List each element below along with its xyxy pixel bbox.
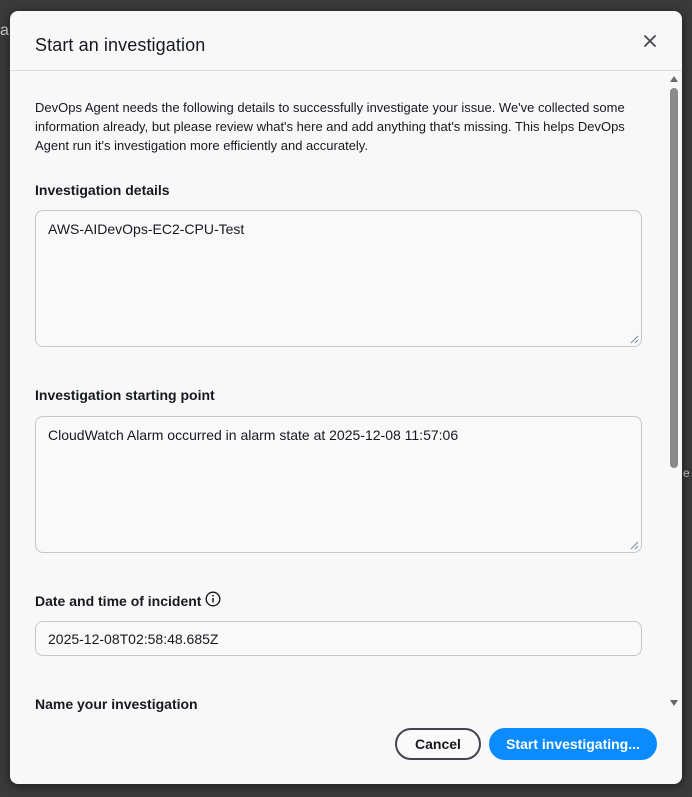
scroll-down-icon[interactable] xyxy=(670,699,678,707)
investigation-details-label: Investigation details xyxy=(35,182,170,198)
modal-title: Start an investigation xyxy=(35,35,206,55)
cancel-button[interactable]: Cancel xyxy=(395,728,481,760)
start-investigating-button[interactable]: Start investigating... xyxy=(489,728,657,760)
investigation-name-label: Name your investigation xyxy=(35,696,198,712)
investigation-details-textarea[interactable] xyxy=(35,210,642,347)
modal-body xyxy=(10,72,682,712)
background-text-fragment: e xyxy=(683,466,690,480)
datetime-value: 2025-12-08T02:58:48.685Z xyxy=(48,630,219,647)
scroll-up-icon[interactable] xyxy=(670,75,678,83)
resize-grip-icon[interactable] xyxy=(630,335,639,344)
modal-scrollbar[interactable] xyxy=(669,72,679,712)
close-button[interactable] xyxy=(638,29,662,53)
starting-point-label: Investigation starting point xyxy=(35,387,215,403)
starting-point-textarea[interactable] xyxy=(35,416,642,553)
datetime-input[interactable] xyxy=(35,621,642,656)
info-icon[interactable] xyxy=(205,591,221,607)
background-text-fragment: a xyxy=(0,22,9,39)
investigation-details-value: AWS-AIDevOps-EC2-CPU-Test xyxy=(48,221,245,237)
resize-grip-icon[interactable] xyxy=(630,541,639,550)
start-investigation-modal xyxy=(10,11,682,784)
scrollbar-thumb[interactable] xyxy=(670,88,678,468)
starting-point-value: CloudWatch Alarm occurred in alarm state at 2025-12-08 11:57:06 xyxy=(48,427,459,443)
modal-header xyxy=(10,11,682,71)
intro-text: DevOps Agent needs the following details to successfully investigate your issue. We've collected some information already, but please review what's here and add anything that's missing. This helps DevOps Agent run it's investigation more efficiently and accurately. xyxy=(35,100,625,153)
close-icon xyxy=(643,34,657,48)
datetime-label: Date and time of incident xyxy=(35,593,202,609)
